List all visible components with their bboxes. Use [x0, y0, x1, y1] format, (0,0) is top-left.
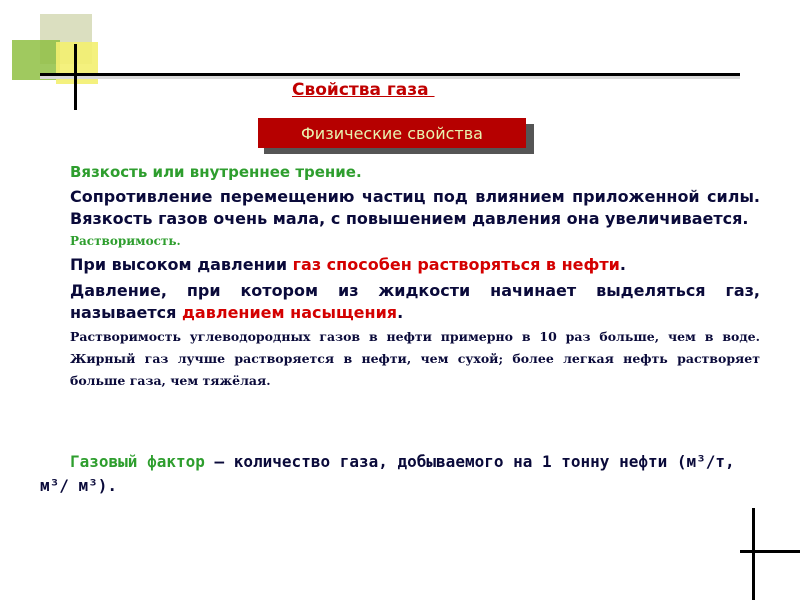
gas-factor-definition	[40, 450, 760, 498]
solubility-heading: Растворимость.	[70, 234, 181, 248]
solubility-pressure-lead: При высоком давлении	[70, 255, 293, 274]
saturation-pressure-highlight: давлением насыщения	[182, 303, 398, 322]
decor-horizontal-line-bottom	[740, 550, 800, 553]
saturation-pressure-text	[70, 280, 760, 324]
solubility-pressure-text	[70, 254, 760, 276]
saturation-pressure-end: .	[397, 303, 404, 322]
saturation-pressure-lead: Давление, при котором из жидкости начинает выделяться газ, называется	[70, 281, 760, 322]
slide-content	[70, 162, 760, 392]
solubility-pressure-highlight: газ способен растворяться в нефти	[292, 255, 620, 274]
viscosity-text: Сопротивление перемещению частиц под влиянием приложенной силы. Вязкость газов очень мала, с повышением давления она увеличивается.	[70, 187, 760, 228]
viscosity-heading: Вязкость или внутреннее трение.	[70, 163, 362, 181]
decor-vertical-line-top	[74, 44, 77, 110]
subtitle-label: Физические свойства	[301, 123, 483, 143]
slide-title: Свойства газа	[292, 80, 435, 100]
solubility-pressure-end: .	[619, 255, 626, 274]
decor-horizontal-line-top	[40, 73, 740, 76]
solubility-note: Растворимость углеводородных газов в нефти примерно в 10 раз больше, чем в воде. Жирный газ лучше растворяется в нефти, чем сухой; более легкая нефть растворяет больше газа, чем тяжёлая.	[70, 329, 760, 388]
subtitle-box	[258, 118, 526, 148]
gas-factor-text: – количество газа, добываемого на 1 тонну нефти (м³/т, м³/ м³).	[40, 452, 735, 495]
gas-factor-term: Газовый фактор	[70, 452, 205, 471]
decor-vertical-line-bottom	[752, 508, 755, 600]
decor-line-shadow	[40, 76, 740, 79]
